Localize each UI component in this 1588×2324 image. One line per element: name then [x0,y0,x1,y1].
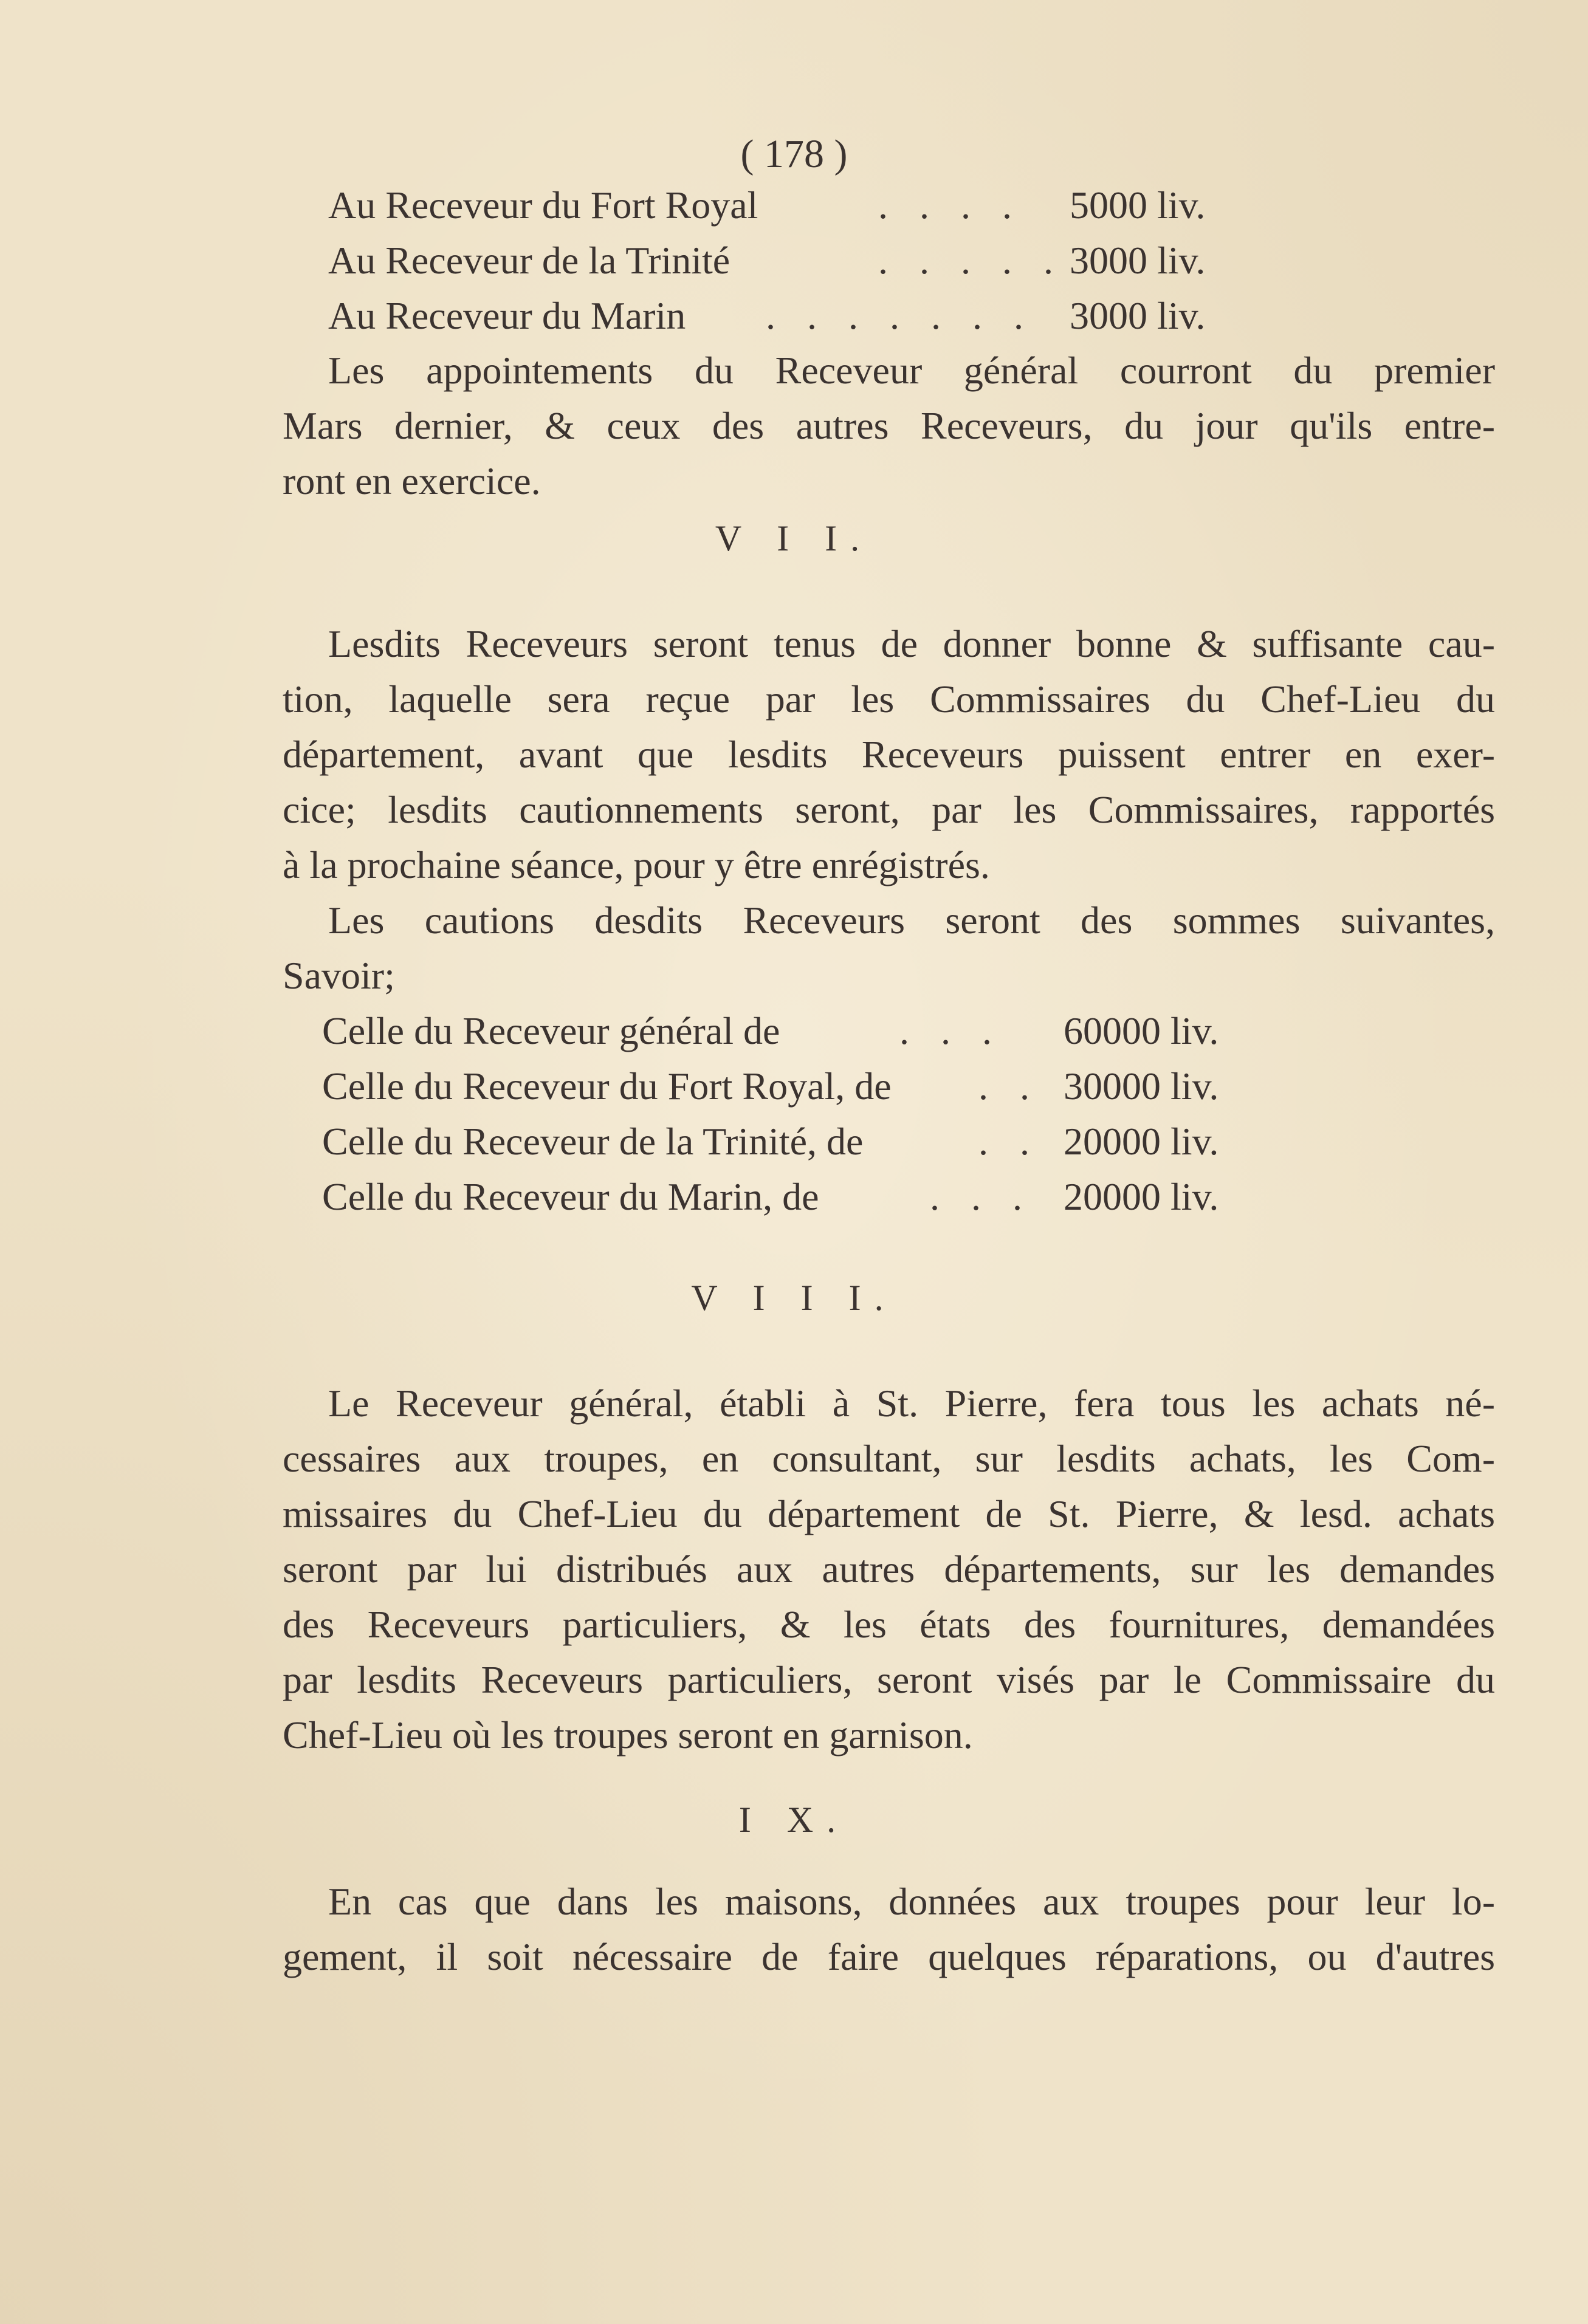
paragraph-line: ront en exercice. [283,459,541,502]
caution-label: Celle du Receveur du Marin, de [322,1175,819,1218]
paragraph-line: par lesdits Receveurs particuliers, seront visés par le Commissaire du [283,1658,1495,1701]
section-heading-ix: I X. [738,1800,850,1840]
salary-label: Au Receveur du Marin [328,294,686,337]
paragraph-line: missaires du Chef-Lieu du département de St. Pierre, & lesd. achats [283,1492,1495,1535]
paragraph-line: Savoir; [283,954,395,997]
dot-leaders: . . . [930,1175,1033,1218]
paragraph-line: Les appointements du Receveur général courront du premier [328,349,1495,392]
dot-leaders: . . . . . . . [766,294,1034,337]
paragraph-line: En cas que dans les maisons, données aux troupes pour leur lo- [328,1880,1495,1923]
paragraph-line: à la prochaine séance, pour y être enrégistrés. [283,843,990,886]
caution-amount: 30000 liv. [1064,1064,1219,1108]
paragraph-line: Chef-Lieu où les troupes seront en garnison. [283,1713,973,1757]
paragraph-line: tion, laquelle sera reçue par les Commissaires du Chef-Lieu du [283,677,1495,721]
page-number: ( 178 ) [740,132,848,176]
salary-amount: 3000 liv. [1070,294,1206,337]
paragraph-line: Les cautions desdits Receveurs seront des sommes suivantes, [328,899,1495,942]
paragraph-line: cice; lesdits cautionnements seront, par les Commissaires, rapportés [283,788,1495,831]
caution-label: Celle du Receveur de la Trinité, de [322,1120,864,1163]
salary-label: Au Receveur de la Trinité [328,239,730,282]
caution-amount: 20000 liv. [1064,1120,1219,1163]
paragraph-line: Mars dernier, & ceux des autres Receveurs, du jour qu'ils entre- [283,404,1495,447]
salary-label: Au Receveur du Fort Royal [328,183,758,227]
dot-leaders: . . [978,1064,1040,1108]
dot-leaders: . . . . . [878,239,1064,282]
dot-leaders: . . . [899,1009,1003,1052]
dot-leaders: . . [978,1120,1040,1163]
caution-amount: 60000 liv. [1064,1009,1219,1052]
caution-label: Celle du Receveur général de [322,1009,780,1052]
dot-leaders: . . . . [878,183,1023,227]
paragraph-line: seront par lui distribués aux autres départements, sur les demandes [283,1548,1495,1591]
section-heading-viii: V I I I. [691,1278,897,1318]
paragraph-line: des Receveurs particuliers, & les états des fournitures, demandées [283,1603,1495,1646]
salary-amount: 5000 liv. [1070,183,1206,227]
paragraph-line: Lesdits Receveurs seront tenus de donner bonne & suffisante cau- [328,622,1495,665]
caution-label: Celle du Receveur du Fort Royal, de [322,1064,892,1108]
caution-amount: 20000 liv. [1064,1175,1219,1218]
section-heading-vii: V I I. [715,518,873,558]
paragraph-line: département, avant que lesdits Receveurs puissent entrer en exer- [283,733,1495,776]
paragraph-line: cessaires aux troupes, en consultant, sur lesdits achats, les Com- [283,1437,1495,1480]
paragraph-line: gement, il soit nécessaire de faire quelques réparations, ou d'autres [283,1935,1495,1978]
salary-amount: 3000 liv. [1070,239,1206,282]
paragraph-line: Le Receveur général, établi à St. Pierre, fera tous les achats né- [328,1382,1495,1425]
